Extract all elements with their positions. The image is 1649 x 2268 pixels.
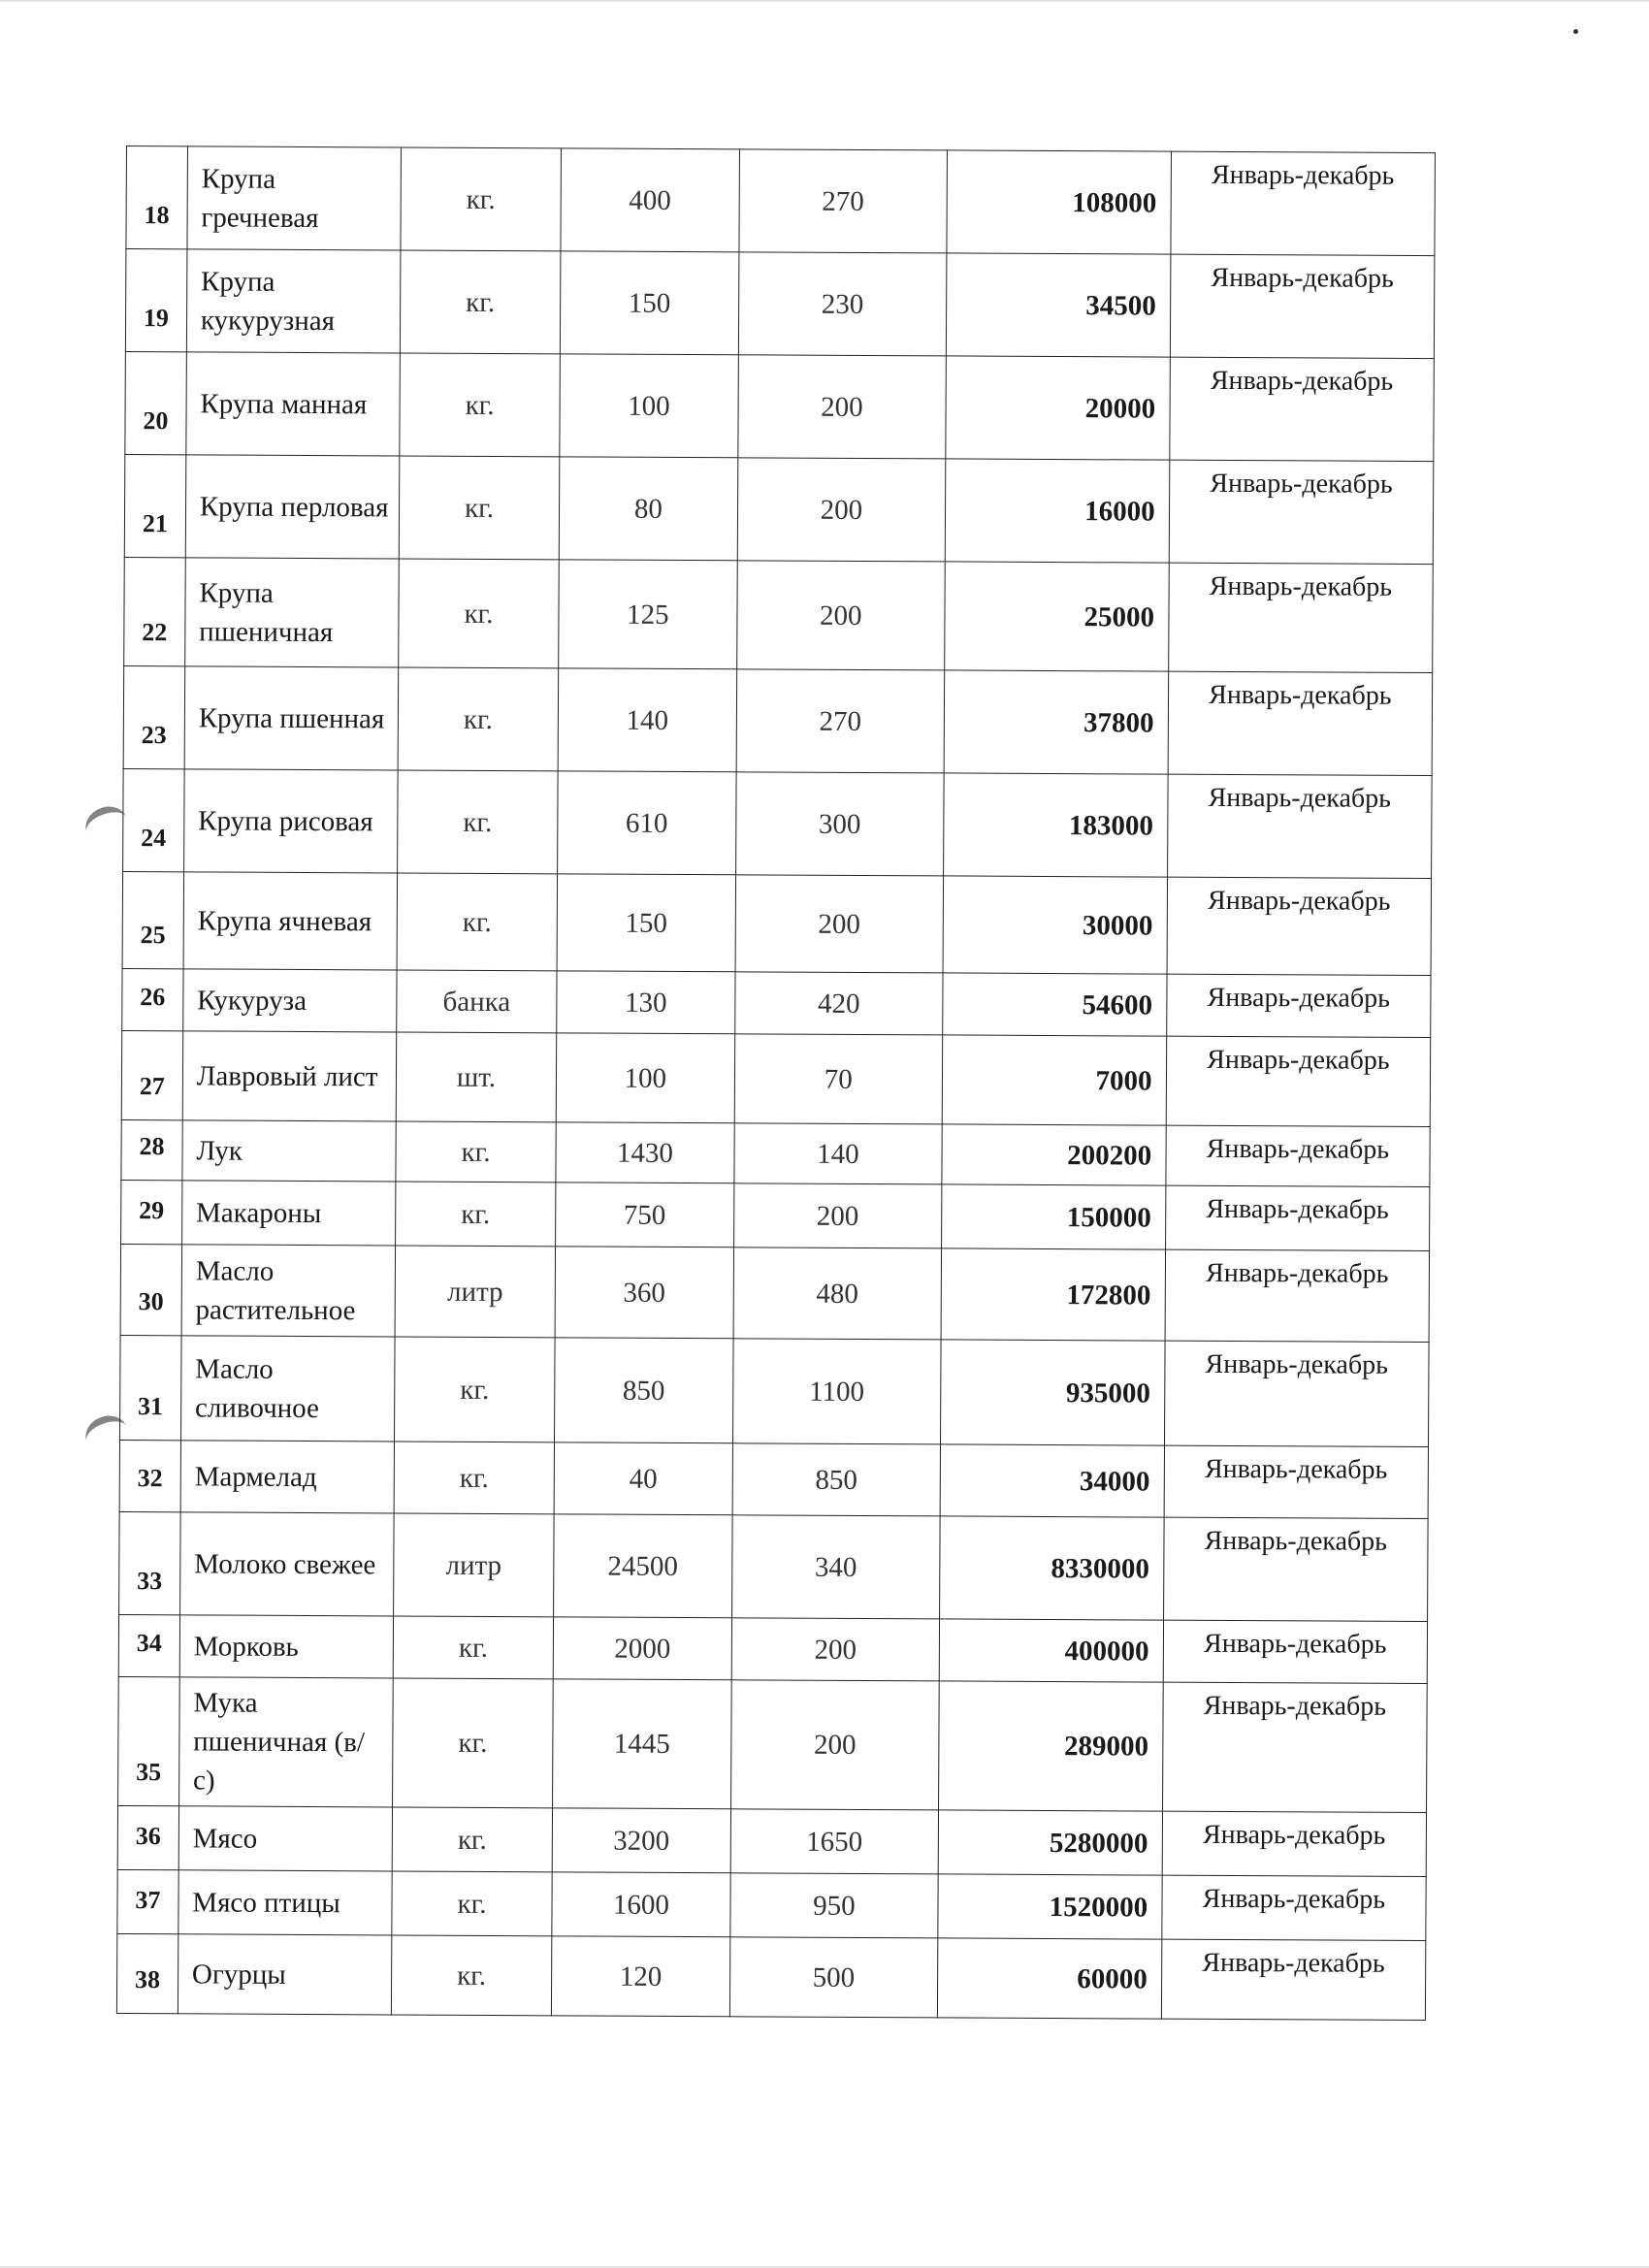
table-row	[121, 1030, 1430, 1126]
row-number: 31	[120, 1335, 181, 1440]
period-cell: Январь-декабрь	[1166, 1036, 1431, 1126]
price-cell: 340	[731, 1515, 940, 1619]
quantity-cell: 400	[561, 148, 739, 252]
row-number: 38	[116, 1933, 178, 2013]
unit-cell: кг.	[395, 1182, 556, 1247]
row-number: 23	[123, 665, 184, 768]
table-row	[119, 1511, 1429, 1621]
row-number: 33	[119, 1511, 180, 1614]
unit-cell: кг.	[394, 1337, 555, 1442]
quantity-cell: 100	[560, 354, 738, 458]
price-cell: 200	[737, 355, 946, 459]
period-cell: Январь-декабрь	[1167, 774, 1432, 878]
period-cell: Январь-декабрь	[1167, 877, 1432, 975]
product-name: Крупа манная	[186, 352, 400, 456]
period-cell: Январь-декабрь	[1164, 1341, 1429, 1446]
table-row	[121, 1119, 1430, 1186]
period-cell: Январь-декабрь	[1165, 1185, 1430, 1250]
quantity-cell: 24500	[554, 1514, 732, 1618]
sum-cell: 37800	[944, 670, 1168, 774]
period-cell: Январь-декабрь	[1163, 1517, 1428, 1621]
price-cell: 1650	[730, 1809, 939, 1874]
quantity-cell: 150	[561, 251, 739, 355]
row-number: 21	[124, 454, 185, 557]
products-table	[116, 146, 1436, 2021]
row-number: 27	[121, 1030, 182, 1119]
table-row	[124, 454, 1434, 564]
quantity-cell: 2000	[553, 1617, 731, 1680]
table-row	[126, 146, 1436, 256]
row-number: 18	[126, 146, 187, 249]
sum-cell: 34500	[947, 253, 1171, 357]
table-row	[122, 871, 1432, 975]
price-cell: 200	[735, 875, 944, 973]
row-number: 30	[120, 1244, 181, 1335]
sum-cell: 16000	[945, 459, 1169, 563]
table-body	[116, 146, 1435, 2021]
table-row	[120, 1244, 1429, 1342]
sum-cell: 935000	[941, 1340, 1165, 1445]
price-cell: 1100	[732, 1339, 941, 1444]
product-name: Крупа ячневая	[183, 872, 397, 970]
price-cell: 480	[733, 1247, 942, 1340]
quantity-cell: 130	[557, 971, 735, 1034]
quantity-cell: 140	[558, 668, 736, 772]
price-cell: 200	[736, 561, 945, 670]
sum-cell: 7000	[942, 1035, 1166, 1125]
sum-cell: 5280000	[938, 1810, 1162, 1875]
row-number: 34	[118, 1614, 179, 1676]
unit-cell: литр	[393, 1513, 554, 1617]
scan-speck	[1573, 29, 1578, 34]
sum-cell: 108000	[947, 150, 1171, 254]
product-name: Мясо птицы	[178, 1870, 392, 1935]
unit-cell: литр	[395, 1246, 556, 1338]
unit-cell: кг.	[392, 1678, 553, 1808]
sum-cell: 200200	[942, 1124, 1166, 1185]
quantity-cell: 3200	[552, 1808, 730, 1873]
unit-cell: кг.	[397, 770, 558, 874]
unit-cell: кг.	[391, 1935, 552, 2016]
row-number: 36	[117, 1805, 178, 1869]
table-row	[117, 1805, 1426, 1876]
price-cell: 850	[732, 1443, 941, 1516]
table-row	[118, 1676, 1428, 1812]
period-cell: Январь-декабрь	[1170, 254, 1435, 358]
product-name: Крупа рисовая	[183, 769, 397, 873]
period-cell: Январь-декабрь	[1161, 1939, 1426, 2020]
quantity-cell: 610	[558, 771, 736, 875]
quantity-cell: 360	[555, 1247, 733, 1339]
unit-cell: кг.	[397, 873, 558, 971]
unit-cell: кг.	[393, 1616, 554, 1679]
quantity-cell: 1445	[553, 1679, 731, 1809]
unit-cell: банка	[396, 970, 557, 1033]
table-row	[122, 968, 1431, 1037]
period-cell: Январь-декабрь	[1168, 671, 1433, 775]
product-name: Крупа гречневая	[187, 146, 401, 250]
unit-cell: кг.	[392, 1871, 553, 1936]
quantity-cell: 150	[557, 874, 735, 972]
row-number: 19	[125, 249, 186, 352]
quantity-cell: 100	[556, 1033, 734, 1123]
row-number: 20	[125, 351, 186, 454]
unit-cell: кг.	[400, 353, 561, 457]
product-name: Лавровый лист	[182, 1031, 396, 1121]
quantity-cell: 850	[555, 1338, 733, 1443]
row-number: 24	[123, 768, 184, 871]
period-cell: Январь-декабрь	[1166, 974, 1431, 1037]
product-name: Крупа пшенная	[184, 666, 398, 770]
period-cell: Январь-декабрь	[1169, 357, 1434, 461]
product-name: Масло сливочное	[180, 1336, 394, 1442]
sum-cell: 20000	[946, 356, 1170, 460]
product-name: Мука пшеничная (в/с)	[178, 1677, 393, 1807]
table-row	[123, 665, 1433, 775]
period-cell: Январь-декабрь	[1164, 1445, 1429, 1518]
row-number: 28	[121, 1119, 182, 1180]
product-name: Масло растительное	[181, 1245, 395, 1337]
unit-cell: кг.	[396, 1121, 557, 1183]
table-row	[118, 1614, 1427, 1683]
sum-cell: 183000	[944, 773, 1168, 877]
price-cell: 270	[736, 669, 945, 773]
unit-cell: шт.	[396, 1032, 557, 1122]
products-table-container	[116, 146, 1436, 2021]
table-row	[120, 1335, 1430, 1446]
row-number: 29	[121, 1180, 182, 1244]
page-top-edge	[0, 0, 1649, 3]
price-cell: 230	[738, 252, 947, 356]
quantity-cell: 80	[560, 457, 738, 561]
table-row	[117, 1869, 1426, 1940]
row-number: 35	[118, 1676, 180, 1805]
sum-cell: 25000	[945, 562, 1169, 671]
period-cell: Январь-декабрь	[1163, 1620, 1428, 1683]
product-name: Морковь	[179, 1615, 393, 1678]
period-cell: Январь-декабрь	[1165, 1249, 1430, 1342]
product-name: Лук	[182, 1120, 396, 1182]
quantity-cell: 1600	[552, 1872, 730, 1937]
unit-cell: кг.	[400, 250, 561, 354]
quantity-cell: 125	[559, 560, 737, 669]
product-name: Макароны	[181, 1181, 395, 1246]
table-row	[125, 249, 1435, 359]
quantity-cell: 40	[554, 1442, 732, 1515]
quantity-cell: 750	[556, 1183, 734, 1247]
table-row	[125, 351, 1435, 461]
row-number: 37	[117, 1869, 178, 1933]
quantity-cell: 1430	[556, 1122, 734, 1183]
row-number: 32	[119, 1440, 180, 1511]
price-cell: 270	[738, 149, 947, 253]
period-cell: Январь-декабрь	[1161, 1875, 1426, 1940]
sum-cell: 150000	[942, 1184, 1166, 1249]
product-name: Огурцы	[178, 1934, 391, 2015]
period-cell: Январь-декабрь	[1169, 460, 1434, 564]
sum-cell: 34000	[940, 1444, 1164, 1517]
unit-cell: кг.	[398, 667, 559, 771]
unit-cell: кг.	[392, 1807, 553, 1872]
unit-cell: кг.	[399, 456, 560, 560]
table-row	[121, 1180, 1430, 1250]
row-number: 26	[122, 968, 183, 1030]
product-name: Крупа пшеничная	[185, 558, 400, 667]
row-number: 22	[124, 557, 185, 665]
price-cell: 300	[735, 772, 944, 876]
price-cell: 200	[731, 1618, 940, 1681]
price-cell: 140	[733, 1123, 942, 1184]
unit-cell: кг.	[401, 147, 562, 251]
quantity-cell: 120	[552, 1936, 730, 2017]
sum-cell: 1520000	[938, 1874, 1162, 1939]
period-cell: Январь-декабрь	[1162, 1811, 1427, 1876]
period-cell: Январь-декабрь	[1171, 151, 1436, 255]
price-cell: 950	[729, 1873, 938, 1938]
row-number: 25	[122, 871, 183, 968]
sum-cell: 172800	[941, 1248, 1165, 1341]
period-cell: Январь-декабрь	[1166, 1125, 1431, 1186]
product-name: Мясо	[178, 1806, 392, 1871]
sum-cell: 30000	[943, 876, 1167, 974]
period-cell: Январь-декабрь	[1168, 563, 1433, 672]
period-cell: Январь-декабрь	[1162, 1682, 1427, 1812]
product-name: Кукуруза	[183, 969, 397, 1032]
price-cell: 500	[729, 1937, 938, 2018]
sum-cell: 400000	[939, 1619, 1163, 1682]
unit-cell: кг.	[398, 559, 559, 668]
price-cell: 200	[730, 1680, 939, 1810]
product-name: Крупа перловая	[185, 455, 399, 559]
sum-cell: 54600	[943, 973, 1167, 1036]
product-name: Крупа кукурузная	[186, 249, 400, 353]
table-row	[123, 768, 1433, 878]
unit-cell: кг.	[394, 1442, 555, 1514]
price-cell: 200	[737, 458, 946, 562]
table-row	[124, 557, 1434, 672]
sum-cell: 60000	[938, 1938, 1162, 2019]
product-name: Молоко свежее	[179, 1512, 393, 1616]
product-name: Мармелад	[180, 1441, 394, 1513]
table-row	[119, 1440, 1428, 1518]
sum-cell: 289000	[939, 1681, 1163, 1811]
table-row	[116, 1933, 1425, 2020]
sum-cell: 8330000	[940, 1516, 1164, 1620]
price-cell: 70	[734, 1034, 943, 1124]
price-cell: 200	[733, 1183, 942, 1248]
price-cell: 420	[734, 972, 943, 1035]
